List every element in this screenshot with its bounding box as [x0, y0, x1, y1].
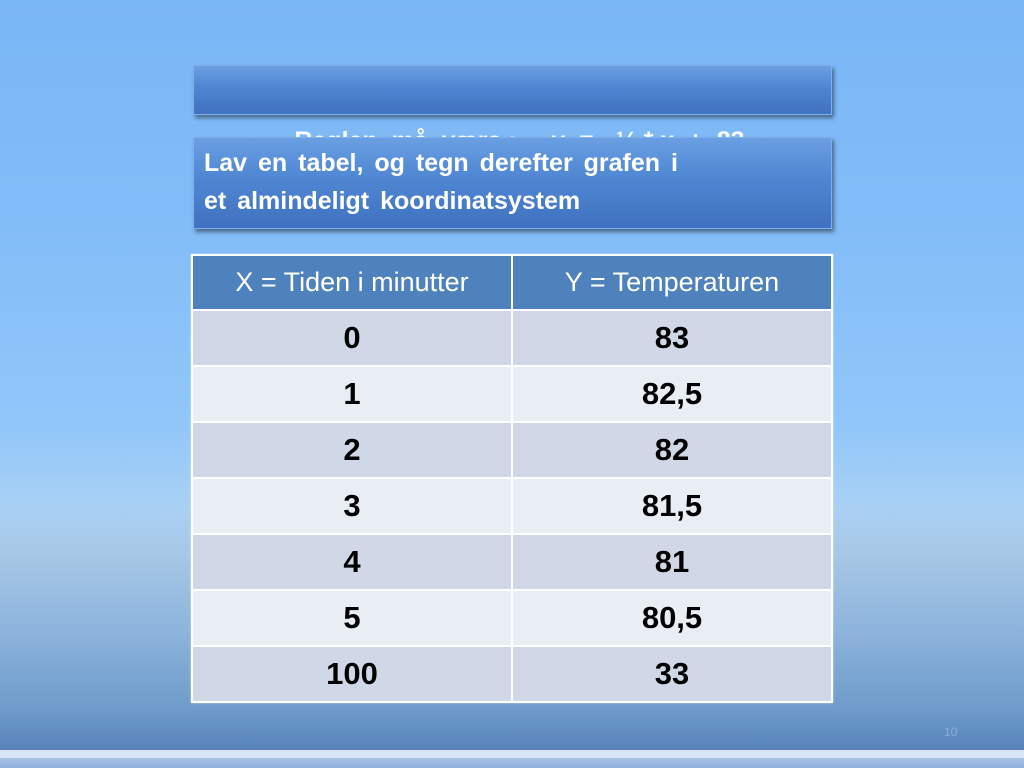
cell-y: 33	[512, 646, 832, 702]
cell-x: 5	[192, 590, 512, 646]
cell-x: 1	[192, 366, 512, 422]
cell-y: 80,5	[512, 590, 832, 646]
cell-y: 81,5	[512, 478, 832, 534]
table-row	[192, 422, 832, 478]
cell-x: 100	[192, 646, 512, 702]
rule-banner	[193, 65, 832, 115]
cell-y: 81	[512, 534, 832, 590]
cell-y: 82,5	[512, 366, 832, 422]
page-number: 10	[944, 725, 958, 739]
table-row	[192, 646, 832, 702]
table-row	[192, 478, 832, 534]
cell-y: 82	[512, 422, 832, 478]
task-banner	[193, 137, 832, 229]
table-row	[192, 310, 832, 366]
table-row	[192, 366, 832, 422]
table-row	[192, 534, 832, 590]
cell-x: 3	[192, 478, 512, 534]
cell-x: 0	[192, 310, 512, 366]
task-line-2: et almindeligt koordinatsystem	[204, 187, 581, 215]
cell-x: 4	[192, 534, 512, 590]
table-header-row	[192, 255, 832, 310]
value-table	[191, 254, 833, 703]
header-y: Y = Temperaturen	[512, 255, 832, 310]
cell-x: 2	[192, 422, 512, 478]
cell-y: 83	[512, 310, 832, 366]
task-line-1: Lav en tabel, og tegn derefter grafen i	[204, 149, 678, 177]
table-row	[192, 590, 832, 646]
header-x: X = Tiden i minutter	[192, 255, 512, 310]
bottom-band-light	[0, 750, 1024, 758]
bottom-band	[0, 758, 1024, 768]
